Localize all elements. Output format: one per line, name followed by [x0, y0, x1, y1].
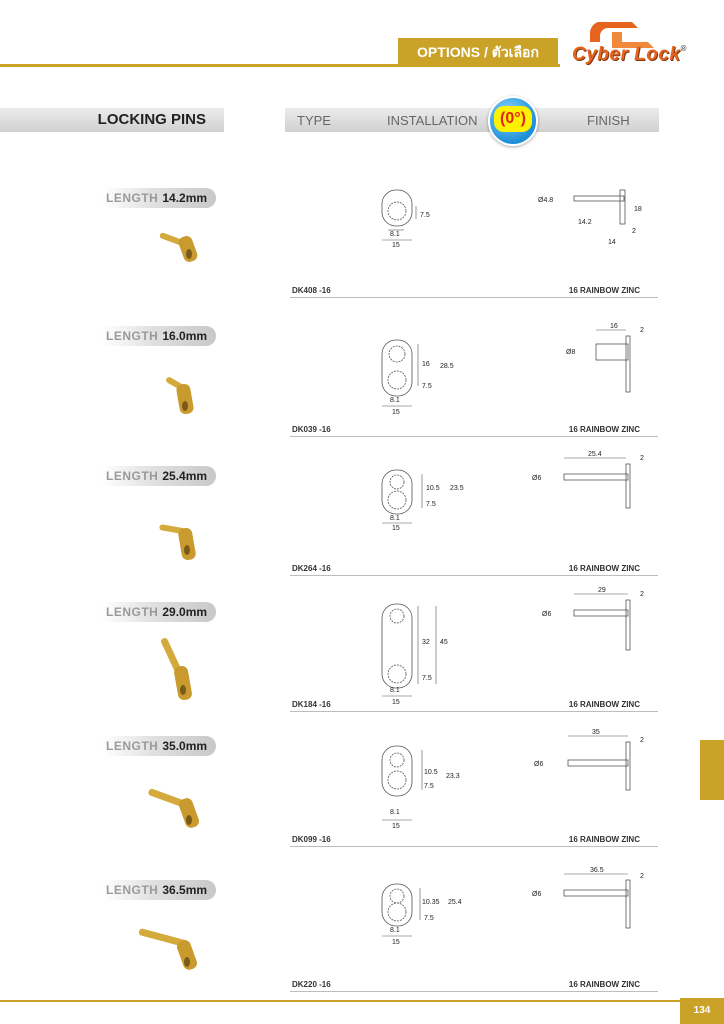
svg-text:14: 14 — [608, 239, 616, 246]
product-code: DK099 -16 — [292, 835, 331, 844]
svg-text:2: 2 — [640, 327, 644, 334]
svg-text:10.5: 10.5 — [426, 485, 440, 492]
svg-text:Ø6: Ø6 — [534, 761, 544, 768]
options-label: OPTIONS / ตัวเลือก — [398, 38, 558, 66]
column-type: TYPE — [297, 113, 331, 128]
svg-text:8.1: 8.1 — [390, 927, 400, 934]
svg-text:15: 15 — [392, 939, 400, 946]
finish-label: 16 RAINBOW ZINC — [568, 980, 640, 989]
product-code: DK039 -16 — [292, 425, 331, 434]
svg-text:2: 2 — [640, 455, 644, 462]
installation-diagram — [372, 742, 472, 832]
svg-text:28.5: 28.5 — [440, 363, 454, 370]
svg-text:29: 29 — [598, 587, 606, 594]
svg-text:2: 2 — [640, 737, 644, 744]
svg-text:Ø6: Ø6 — [532, 475, 542, 482]
svg-text:Ø6: Ø6 — [542, 611, 552, 618]
row-divider — [290, 991, 658, 992]
zero-degree-badge — [488, 96, 538, 146]
pin-image — [155, 222, 205, 266]
svg-text:15: 15 — [392, 409, 400, 416]
finish-label: 16 RAINBOW ZINC — [568, 425, 640, 434]
section-title-bar — [0, 108, 224, 132]
finish-label: 16 RAINBOW ZINC — [568, 700, 640, 709]
length-pill: LENGTH 36.5mm — [102, 880, 216, 900]
column-installation: INSTALLATION — [387, 113, 478, 128]
svg-text:7.5: 7.5 — [422, 383, 432, 390]
svg-text:2: 2 — [632, 228, 636, 235]
svg-text:15: 15 — [392, 525, 400, 532]
finish-diagram — [528, 582, 658, 654]
svg-text:36.5: 36.5 — [590, 867, 604, 874]
svg-text:18: 18 — [634, 206, 642, 213]
footer-rule — [0, 1000, 680, 1002]
svg-text:Ø4.8: Ø4.8 — [538, 197, 554, 204]
registered-mark: ® — [680, 44, 687, 53]
svg-text:7.5: 7.5 — [422, 675, 432, 682]
svg-text:8.1: 8.1 — [390, 515, 400, 522]
svg-text:8.1: 8.1 — [390, 231, 400, 238]
length-pill: LENGTH 29.0mm — [102, 602, 216, 622]
product-code: DK184 -16 — [292, 700, 331, 709]
svg-text:32: 32 — [422, 639, 430, 646]
product-code: DK220 -16 — [292, 980, 331, 989]
logo-text: Cyber Lock® — [572, 44, 687, 65]
svg-text:10.5: 10.5 — [424, 769, 438, 776]
svg-text:15: 15 — [392, 242, 400, 249]
svg-text:7.5: 7.5 — [426, 501, 436, 508]
column-header-bar — [285, 108, 659, 132]
product-code: DK408 -16 — [292, 286, 331, 295]
installation-diagram — [372, 468, 472, 534]
row-divider — [290, 846, 658, 847]
length-pill: LENGTH 14.2mm — [102, 188, 216, 208]
svg-text:8.1: 8.1 — [390, 397, 400, 404]
svg-text:23.5: 23.5 — [450, 485, 464, 492]
finish-label: 16 RAINBOW ZINC — [568, 286, 640, 295]
svg-text:15: 15 — [392, 699, 400, 706]
finish-label: 16 RAINBOW ZINC — [568, 564, 640, 573]
installation-diagram — [372, 880, 472, 952]
finish-diagram — [528, 446, 658, 512]
product-code: DK264 -16 — [292, 564, 331, 573]
svg-text:2: 2 — [640, 873, 644, 880]
column-finish: FINISH — [587, 113, 630, 128]
svg-text:2: 2 — [640, 591, 644, 598]
installation-diagram — [372, 336, 462, 420]
svg-text:7.5: 7.5 — [424, 783, 434, 790]
length-pill: LENGTH 35.0mm — [102, 736, 216, 756]
svg-text:7.5: 7.5 — [420, 212, 430, 219]
badge-text: (0°) — [494, 106, 532, 132]
length-pill: LENGTH 25.4mm — [102, 466, 216, 486]
pin-image — [156, 516, 206, 564]
finish-diagram — [532, 186, 652, 248]
pin-image — [160, 372, 204, 418]
installation-diagram — [372, 600, 462, 708]
installation-diagram — [372, 186, 442, 252]
row-divider — [290, 711, 658, 712]
svg-text:Ø6: Ø6 — [532, 891, 542, 898]
svg-text:25.4: 25.4 — [448, 899, 462, 906]
page-number: 134 — [680, 998, 724, 1024]
svg-text:10.35: 10.35 — [422, 899, 440, 906]
svg-text:15: 15 — [392, 823, 400, 830]
svg-text:16: 16 — [610, 323, 618, 330]
row-divider — [290, 297, 658, 298]
svg-text:14.2: 14.2 — [578, 219, 592, 226]
pin-image — [146, 780, 210, 836]
svg-text:35: 35 — [592, 729, 600, 736]
svg-text:8.1: 8.1 — [390, 809, 400, 816]
finish-diagram — [528, 860, 658, 932]
svg-text:8.1: 8.1 — [390, 687, 400, 694]
row-divider — [290, 436, 658, 437]
svg-text:16: 16 — [422, 361, 430, 368]
svg-text:45: 45 — [440, 639, 448, 646]
pin-image — [136, 922, 212, 978]
finish-diagram — [528, 722, 658, 794]
svg-text:7.5: 7.5 — [424, 915, 434, 922]
finish-label: 16 RAINBOW ZINC — [568, 835, 640, 844]
length-pill: LENGTH 16.0mm — [102, 326, 216, 346]
section-title: LOCKING PINS — [97, 111, 206, 128]
pin-image — [150, 636, 206, 706]
row-divider — [290, 575, 658, 576]
svg-text:23.3: 23.3 — [446, 773, 460, 780]
svg-text:25.4: 25.4 — [588, 451, 602, 458]
finish-diagram — [560, 318, 650, 396]
svg-text:Ø8: Ø8 — [566, 349, 576, 356]
section-side-tab — [700, 740, 724, 800]
